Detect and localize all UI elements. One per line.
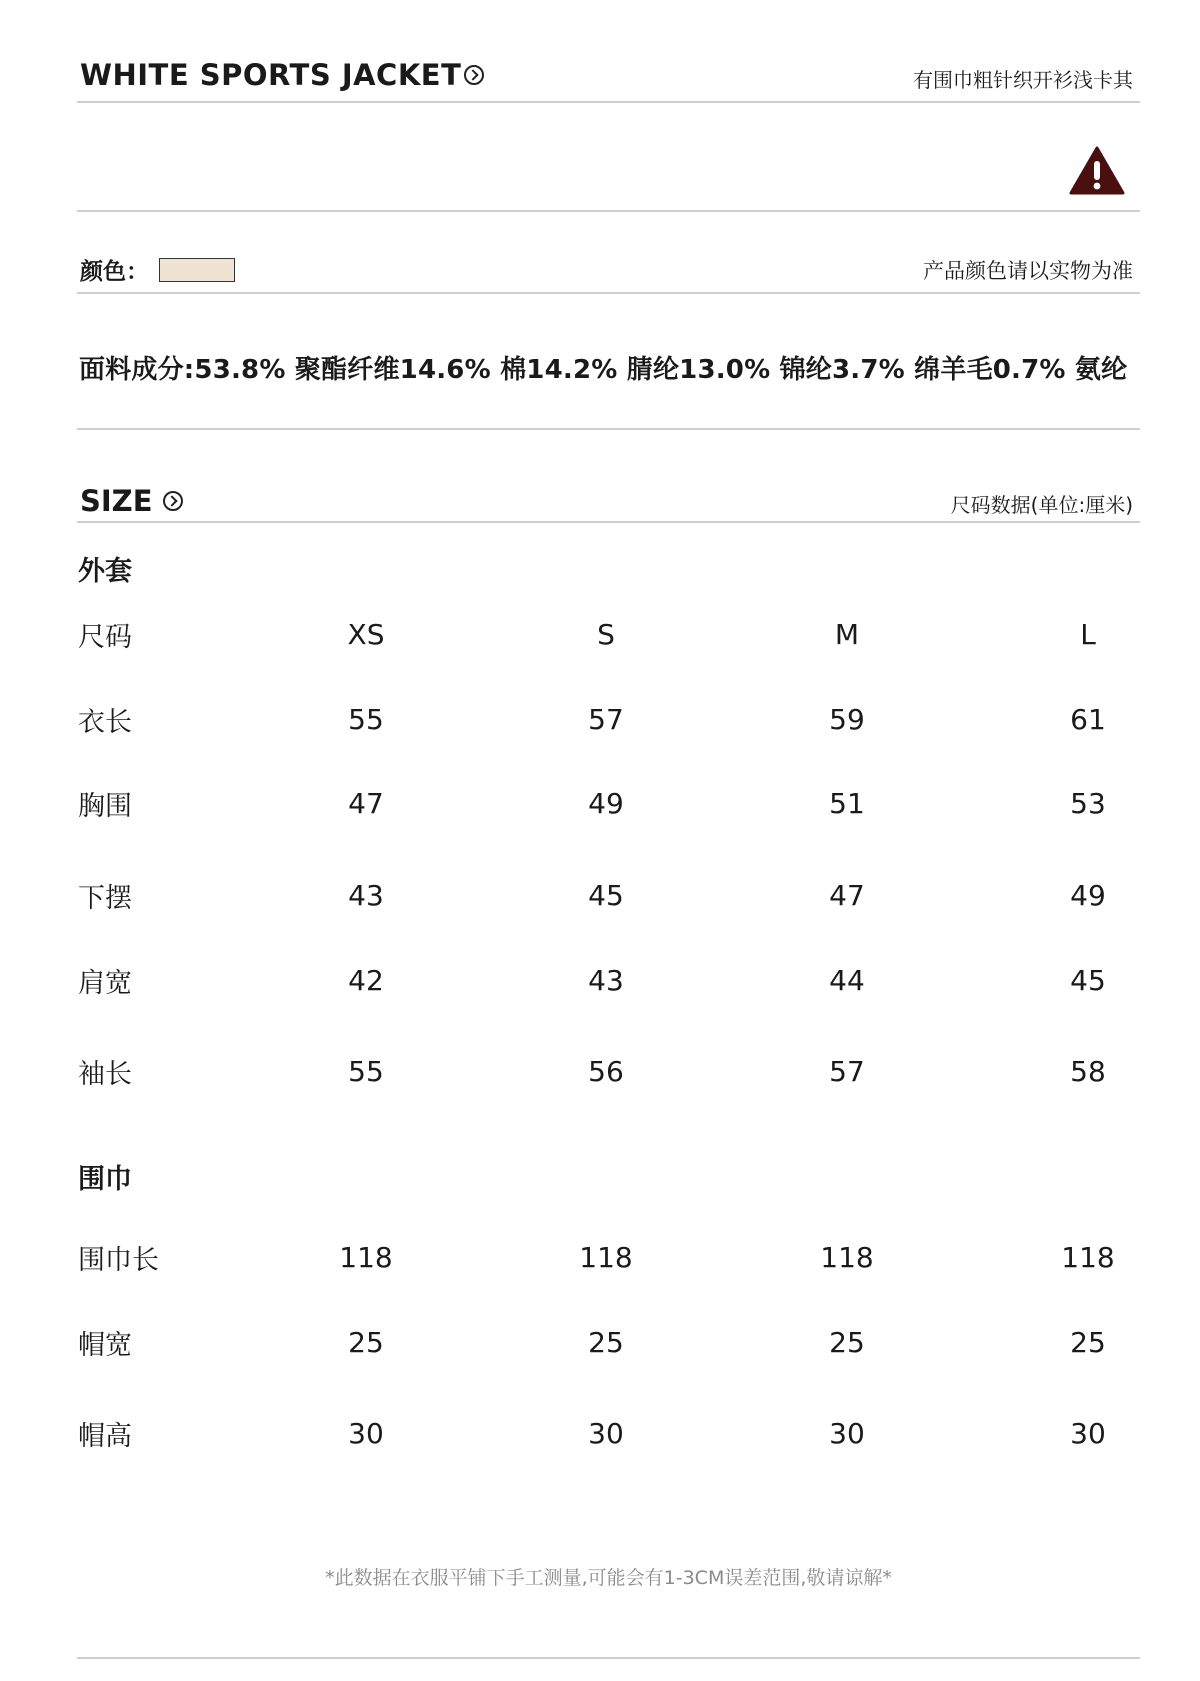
divider (77, 292, 1140, 294)
divider (77, 101, 1140, 103)
section-title: 外套 (78, 556, 132, 587)
table-cell: 51 (829, 787, 865, 820)
table-cell: 30 (348, 1417, 384, 1450)
table-cell: 42 (348, 964, 384, 997)
table-cell: L (1080, 618, 1096, 651)
table-cell: 25 (348, 1326, 384, 1359)
product-subtitle: 有围巾粗针织开衫浅卡其 (913, 68, 1133, 92)
table-cell: 118 (339, 1241, 393, 1274)
table-cell: 43 (348, 879, 384, 912)
row-label: 围巾长 (78, 1245, 159, 1276)
table-cell: XS (347, 618, 385, 651)
divider (77, 428, 1140, 430)
table-cell: 45 (1070, 964, 1106, 997)
table-cell: 49 (1070, 879, 1106, 912)
page-title (80, 58, 484, 92)
table-cell: 59 (829, 703, 865, 736)
measurement-footnote: *此数据在衣服平铺下手工测量,可能会有1-3CM误差范围,敬请谅解* (325, 1567, 892, 1589)
table-cell: 25 (829, 1326, 865, 1359)
table-cell: 47 (348, 787, 384, 820)
row-label: 肩宽 (78, 968, 132, 999)
page-title-text: WHITE SPORTS JACKET (80, 58, 462, 92)
row-label: 下摆 (78, 883, 132, 914)
table-cell: 58 (1070, 1055, 1106, 1088)
row-label: 帽高 (78, 1421, 132, 1452)
table-cell: 57 (588, 703, 624, 736)
size-title (80, 484, 183, 518)
table-cell: 43 (588, 964, 624, 997)
divider (77, 521, 1140, 523)
row-label: 帽宽 (78, 1330, 132, 1361)
section-title: 围巾 (78, 1164, 132, 1195)
table-cell: 118 (820, 1241, 874, 1274)
table-cell: 57 (829, 1055, 865, 1088)
divider (77, 210, 1140, 212)
row-label: 尺码 (78, 622, 132, 653)
color-swatch (159, 258, 235, 282)
color-row (80, 253, 235, 286)
table-cell: M (834, 618, 860, 651)
table-cell: 55 (348, 1055, 384, 1088)
table-cell: 25 (1070, 1326, 1106, 1359)
warning-triangle-icon (1069, 146, 1125, 196)
table-cell: 61 (1070, 703, 1106, 736)
table-cell: 47 (829, 879, 865, 912)
chevron-right-circle-icon (163, 491, 183, 511)
table-cell: S (597, 618, 615, 651)
table-cell: 118 (1061, 1241, 1115, 1274)
table-cell: 25 (588, 1326, 624, 1359)
table-cell: 56 (588, 1055, 624, 1088)
divider (77, 1657, 1140, 1659)
table-cell: 30 (1070, 1417, 1106, 1450)
table-cell: 30 (829, 1417, 865, 1450)
color-label: 颜色： (80, 259, 149, 285)
chevron-right-circle-icon (464, 65, 484, 85)
row-label: 胸围 (78, 791, 132, 822)
size-unit-note: 尺码数据(单位:厘米) (950, 493, 1133, 517)
row-label: 袖长 (78, 1059, 132, 1090)
table-cell: 118 (579, 1241, 633, 1274)
color-note: 产品颜色请以实物为准 (923, 259, 1133, 283)
table-cell: 45 (588, 879, 624, 912)
fabric-composition: 面料成分:53.8% 聚酯纤维14.6% 棉14.2% 腈纶13.0% 锦纶3.7% 绵羊毛0.7% 氨纶 (79, 355, 1128, 385)
table-cell: 44 (829, 964, 865, 997)
table-cell: 55 (348, 703, 384, 736)
table-cell: 30 (588, 1417, 624, 1450)
size-title-text: SIZE (80, 484, 153, 518)
table-cell: 53 (1070, 787, 1106, 820)
row-label: 衣长 (78, 707, 132, 738)
table-cell: 49 (588, 787, 624, 820)
